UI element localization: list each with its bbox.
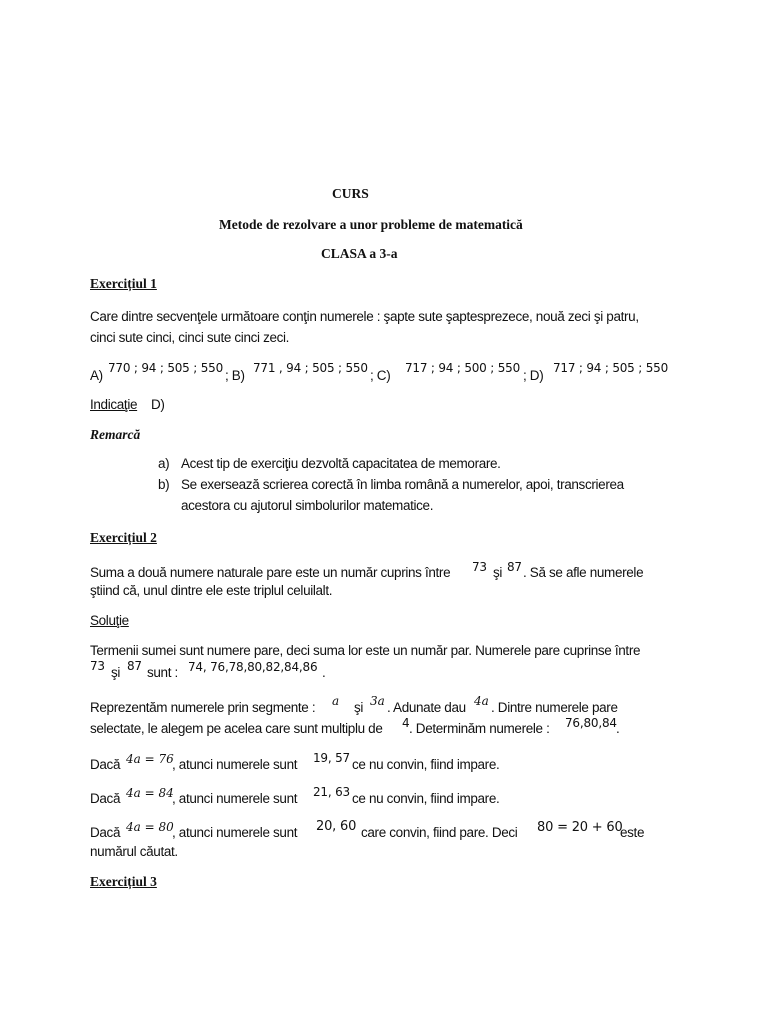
case1-equation: 4a = 76 [126, 752, 174, 766]
remark-heading: Remarcă [90, 427, 141, 442]
case2-equation: 4a = 84 [126, 786, 174, 800]
ex2-p1-number-73: 73 [472, 560, 487, 574]
remark-b-label: b) [158, 477, 170, 492]
grade-label: CLASA a 3-a [321, 246, 398, 261]
option-d-value: 717 ; 94 ; 505 ; 550 [553, 361, 668, 375]
option-a-value: 770 ; 94 ; 505 ; 550 [108, 361, 223, 375]
exercise-2-heading: Exercițiul 2 [90, 530, 157, 545]
ex2-p3-text-si: şi [354, 700, 364, 715]
remark-a-label: a) [158, 456, 170, 471]
ex2-p1-number-87: 87 [507, 560, 522, 574]
case1-text-c: ce nu convin, fiind impare. [352, 757, 500, 772]
remark-b-text-line1: Se exersează scrierea corectă în limba română a numerelor, apoi, transcrierea [181, 477, 624, 492]
ex2-p4-text-b: . Determinăm numerele : [409, 721, 550, 736]
ex2-p2-line1: Termenii sumei sunt numere pare, deci suma lor este un număr par. Numerele pare cuprinse între [90, 643, 641, 658]
ex2-p1-line2: ştiind că, unul dintre ele este triplul celuilalt. [90, 583, 333, 598]
case3-final-equation: 80 = 20 + 60 [537, 820, 623, 835]
case2-text-b: , atunci numerele sunt [172, 791, 298, 806]
ex2-p4-text-a: selectate, le alegem pe acelea care sunt multiplu de [90, 721, 383, 736]
case3-daca: Dacă [90, 825, 121, 840]
ex2-p4-candidates: 76,80,84 [565, 716, 617, 730]
option-b-label: ; B) [225, 368, 245, 383]
case1-daca: Dacă [90, 757, 121, 772]
option-b-value: 771 , 94 ; 505 ; 550 [253, 361, 368, 375]
exercise-1-question-line1: Care dintre secvenţele următoare conţin numerele : şapte sute şaptesprezece, nouă zeci şi patru, [90, 309, 639, 324]
case2-numbers: 21, 63 [313, 785, 350, 799]
option-c-value: 717 ; 94 ; 500 ; 550 [405, 361, 520, 375]
document-title: CURS [332, 186, 369, 201]
option-c-label: ; C) [370, 368, 391, 383]
case3-text-d: este [620, 825, 645, 840]
ex2-p1-text-c: . Să se afle numerele [523, 565, 644, 580]
ex2-p3-math-a: a [332, 694, 340, 708]
exercise-1-heading: Exercițiul 1 [90, 276, 157, 291]
ex2-p2-number-73: 73 [90, 659, 105, 673]
document-subtitle: Metode de rezolvare a unor probleme de matematică [219, 217, 523, 232]
case1-numbers: 19, 57 [313, 751, 350, 765]
case3-text-c: care convin, fiind pare. Deci [361, 825, 518, 840]
hint-value: D) [151, 397, 165, 412]
exercise-3-heading: Exercițiul 3 [90, 874, 157, 889]
case2-daca: Dacă [90, 791, 121, 806]
hint-label: Indicaţie [90, 397, 138, 412]
solution-label: Soluţie [90, 613, 129, 628]
option-a-label: A) [90, 368, 103, 383]
ex2-p1-text-a: Suma a două numere naturale pare este un număr cuprins între [90, 565, 451, 580]
ex2-p3-math-4a: 4a [474, 694, 489, 708]
ex2-p3-math-3a: 3a [370, 694, 385, 708]
exercise-1-question-line2: cinci sute cinci, cinci sute cinci zeci. [90, 330, 290, 345]
ex2-p2-even-list: 74, 76,78,80,82,84,86 [188, 660, 318, 674]
case3-text-b: , atunci numerele sunt [172, 825, 298, 840]
remark-a-text: Acest tip de exerciţiu dezvoltă capacitatea de memorare. [181, 456, 501, 471]
option-d-label: ; D) [523, 368, 544, 383]
case1-text-b: , atunci numerele sunt [172, 757, 298, 772]
ex2-p4-math-4: 4 [402, 716, 410, 730]
case3-equation: 4a = 80 [126, 820, 174, 834]
case3-numbers: 20, 60 [316, 819, 357, 834]
ex2-p1-text-si: şi [493, 565, 503, 580]
ex2-p4-end: . [616, 721, 620, 736]
case2-text-c: ce nu convin, fiind impare. [352, 791, 500, 806]
ex2-p2-text-sunt: sunt : [147, 665, 178, 680]
ex2-p3-text-d: . Dintre numerele pare [491, 700, 618, 715]
ex2-p2-end: . [322, 665, 326, 680]
ex2-p2-text-si: şi [111, 665, 121, 680]
ex2-p3-text-c: . Adunate dau [387, 700, 466, 715]
remark-b-text-line2: acestora cu ajutorul simbolurilor matematice. [181, 498, 434, 513]
ex2-p2-number-87: 87 [127, 659, 142, 673]
ex2-p3-text-a: Reprezentăm numerele prin segmente : [90, 700, 316, 715]
case3-line2: numărul căutat. [90, 844, 178, 859]
